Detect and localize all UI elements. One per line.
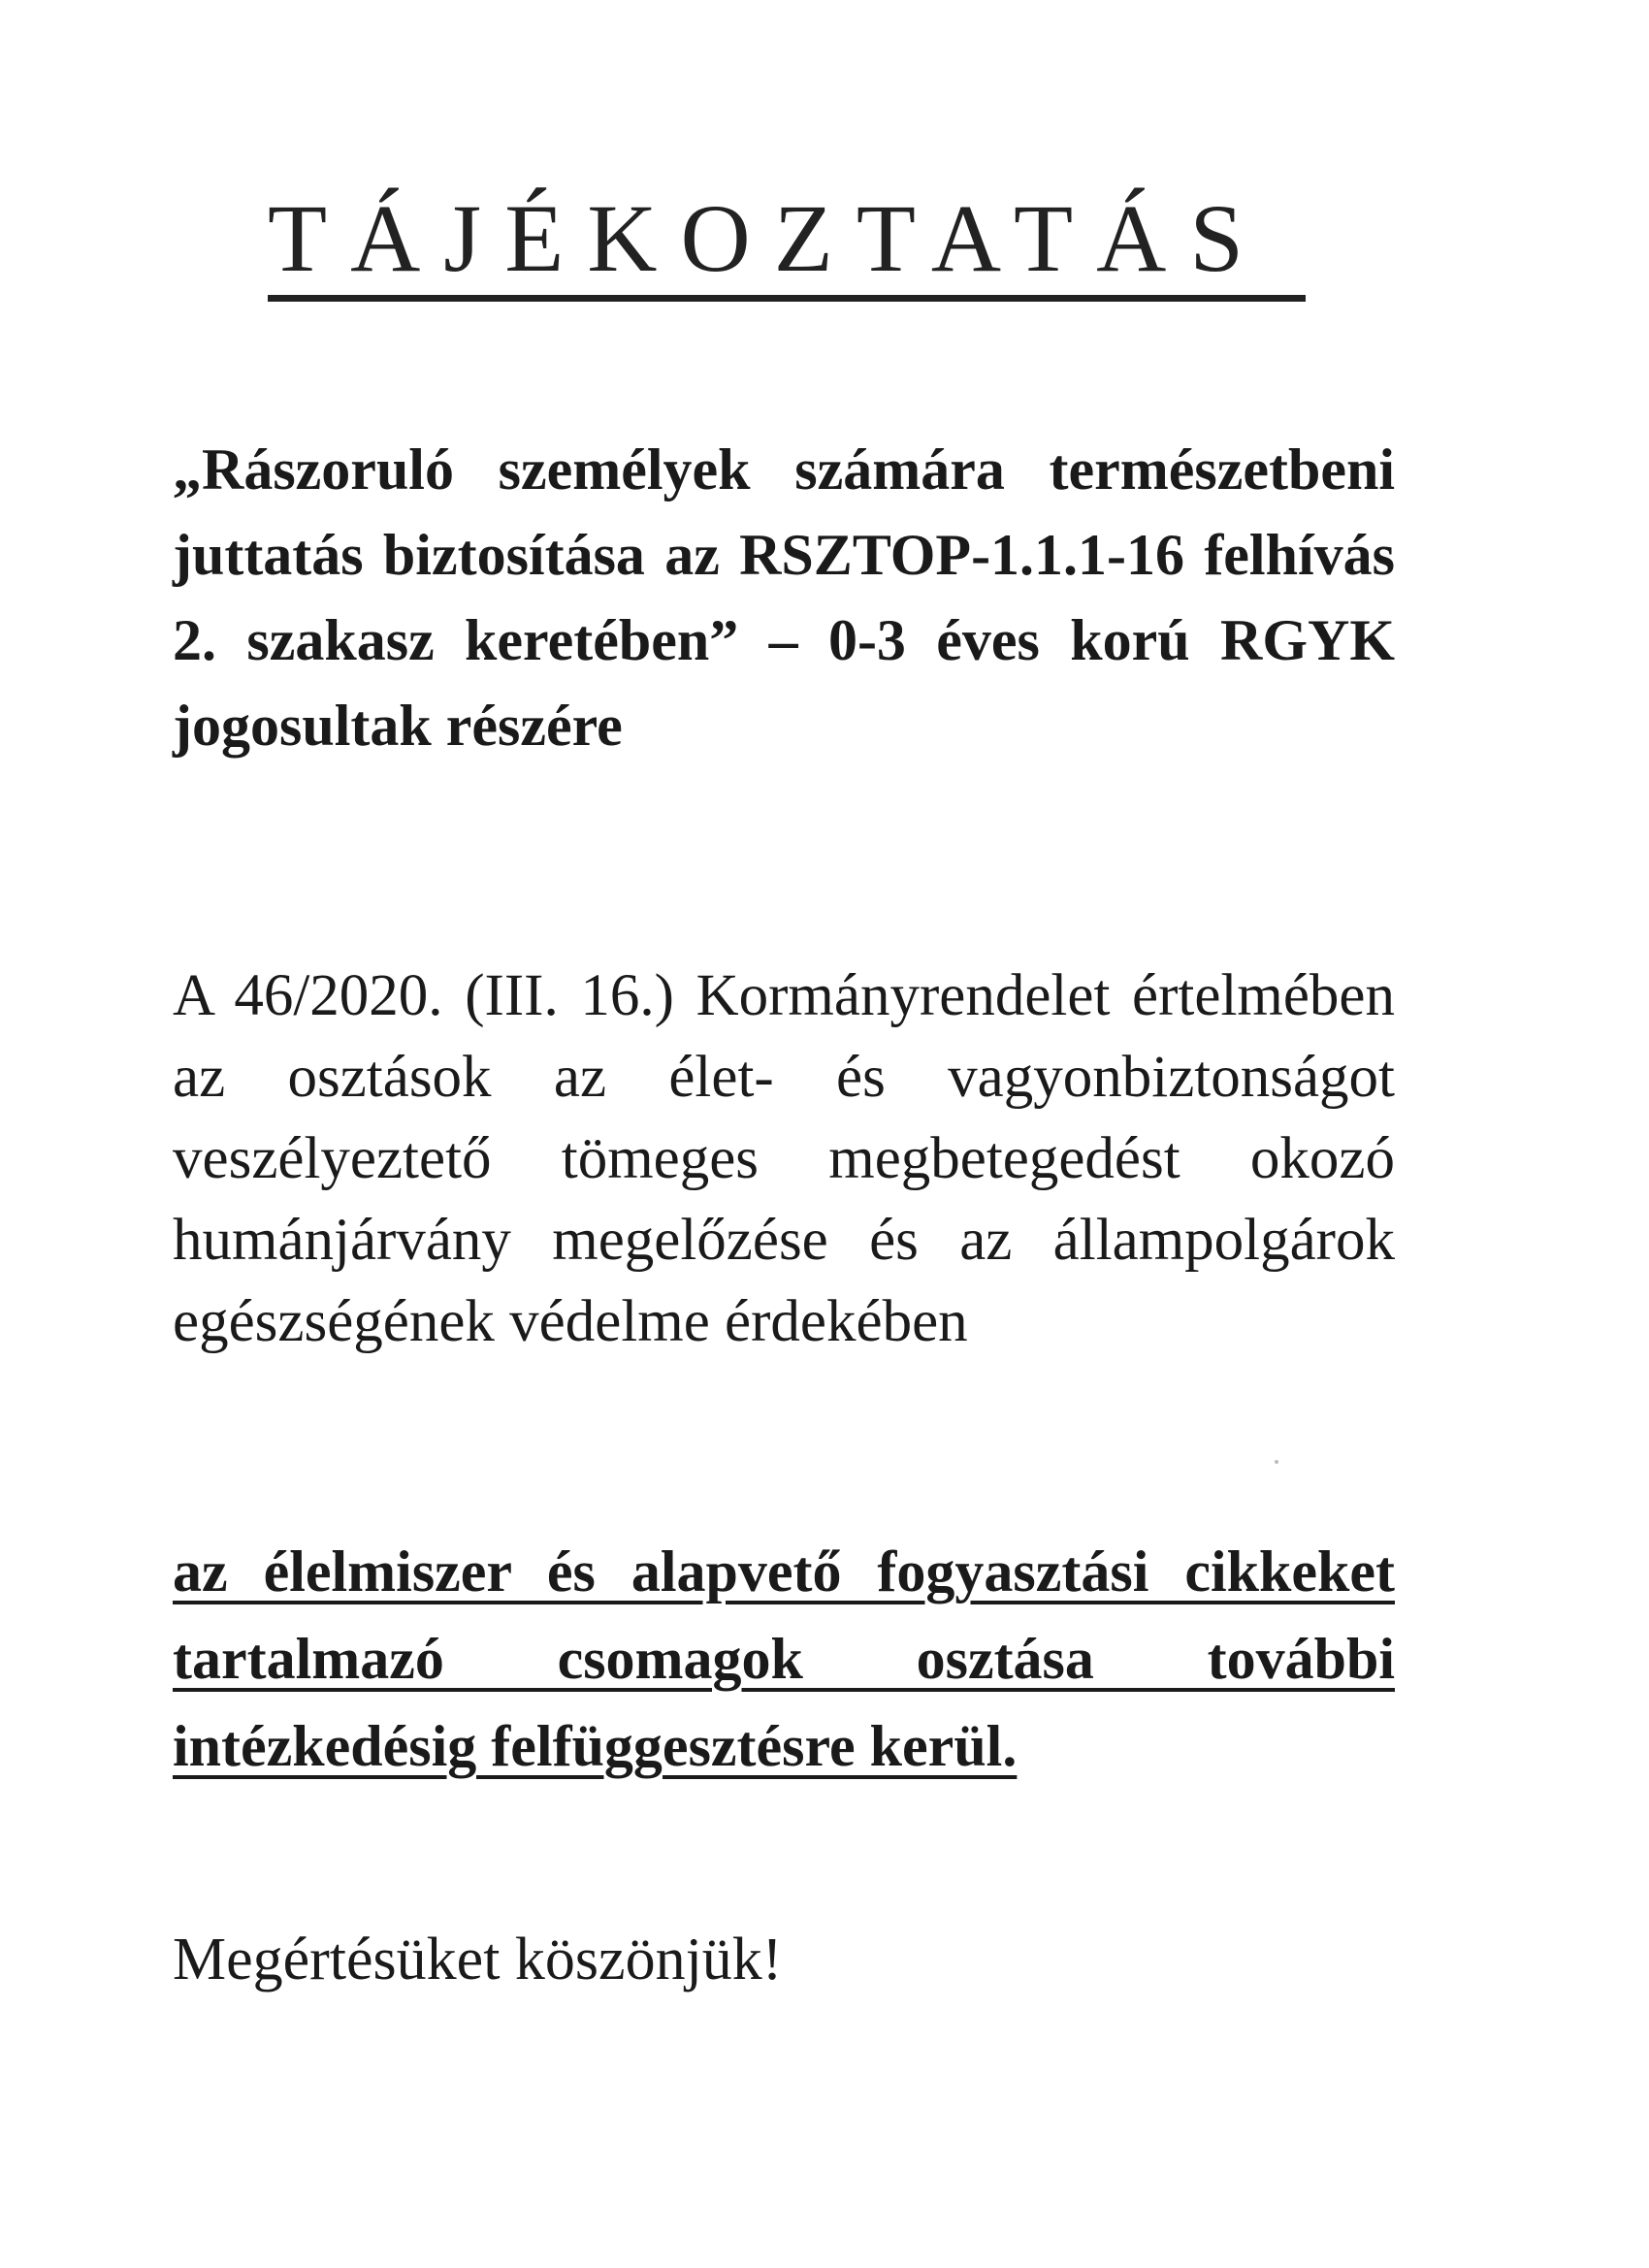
title-underline [268,295,1306,302]
suspension-paragraph: az élelmiszer és alapvető fogyasztási cikkeket tartalmazó csomagok osztása további intézkedésig felfüggesztésre kerül. [173,1539,1395,1778]
notice-title: TÁJÉKOZTATÁS [268,184,1267,292]
decree-paragraph: A 46/2020. (III. 16.) Kormányrendelet értelmében az osztások az élet- és vagyonbiztonságot veszélyeztető tömeges megbetegedést okozó humánjárvány megelőzése és az állampolgárok egészségének védelme érdekében [173,963,1395,1354]
program-paragraph: „Rászoruló személyek számára természetbeni juttatás biztosítása az RSZTOP-1.1.1-16 felhívás 2. szakasz keretében” – 0-3 éves korú RGYK jogosultak részére [173,437,1395,758]
closing-line: Megértésüket köszönjük! [173,1927,783,1993]
scan-speck [1275,1460,1278,1464]
